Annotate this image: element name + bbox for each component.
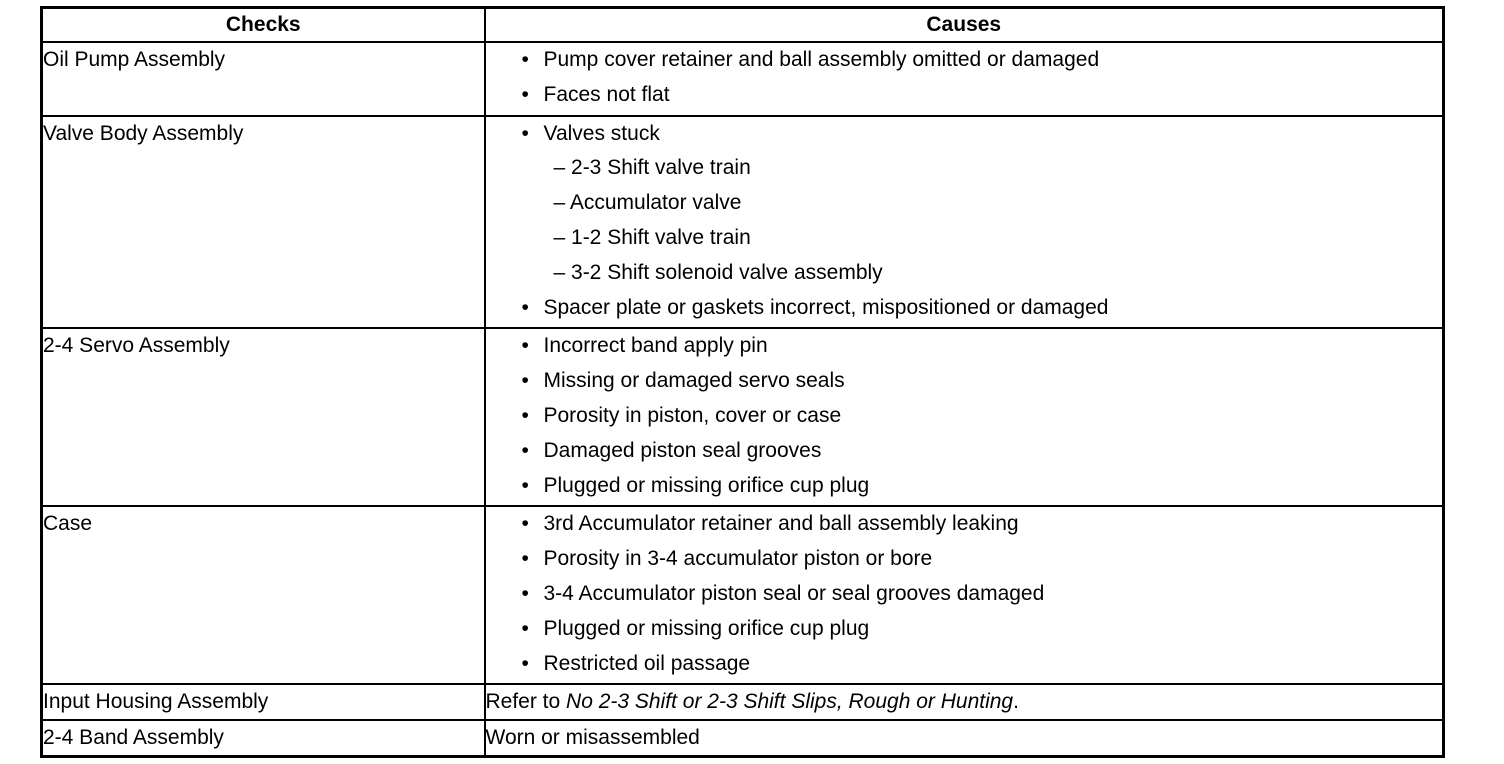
table-row — [42, 42, 1444, 116]
check-label: 2-4 Servo Assembly — [43, 334, 230, 358]
cause-text: Incorrect band apply pin — [543, 334, 768, 358]
causes-list — [486, 507, 1443, 683]
table-row-band — [42, 720, 1444, 757]
check-label: Case — [43, 512, 93, 536]
table-row — [42, 506, 1444, 684]
check-cell — [42, 116, 485, 329]
cause-reference: No 2-3 Shift or 2-3 Shift Slips, Rough or Hunting — [566, 690, 1014, 714]
header-checks: Checks — [42, 8, 485, 43]
cause-item — [486, 507, 1443, 542]
cause-text: Porosity in piston, cover or case — [543, 403, 842, 427]
cause-text: Faces not flat — [543, 82, 670, 106]
check-cell — [42, 720, 485, 757]
causes-cell — [485, 42, 1444, 116]
cause-prefix: Refer to — [485, 690, 567, 714]
header-causes: Causes — [485, 8, 1444, 43]
cause-text: Valves stuck — [543, 121, 660, 145]
cause-cell — [485, 720, 1444, 757]
table-body — [42, 42, 1444, 757]
cause-item — [486, 577, 1443, 612]
sub-cause-item — [486, 186, 1443, 221]
cause-item — [486, 469, 1443, 504]
sub-cause-item — [486, 256, 1443, 291]
cause-cell — [485, 684, 1444, 720]
cause-item — [486, 364, 1443, 399]
check-label: Valve Body Assembly — [43, 121, 244, 145]
check-label: 2-4 Band Assembly — [43, 726, 224, 750]
check-label: Input Housing Assembly — [43, 690, 269, 714]
causes-cell — [485, 116, 1444, 329]
cause-text: – 3-2 Shift solenoid valve assembly — [553, 260, 883, 284]
cause-item — [486, 43, 1443, 78]
header-row — [42, 8, 1444, 43]
cause-text: Missing or damaged servo seals — [543, 369, 845, 393]
cause-suffix: . — [1013, 690, 1019, 714]
cause-text: Worn or misassembled — [485, 726, 700, 750]
cause-item — [486, 329, 1443, 364]
check-cell — [42, 684, 485, 720]
cause-item — [486, 647, 1443, 682]
table-row — [42, 328, 1444, 506]
cause-text: 3rd Accumulator retainer and ball assembly leaking — [543, 512, 1019, 536]
cause-item — [486, 612, 1443, 647]
table-row-input-housing — [42, 684, 1444, 720]
cause-item — [486, 399, 1443, 434]
causes-cell — [485, 506, 1444, 684]
check-cell — [42, 506, 485, 684]
cause-item — [486, 434, 1443, 469]
table-row — [42, 116, 1444, 329]
cause-text: Restricted oil passage — [543, 651, 751, 675]
sub-cause-item — [486, 221, 1443, 256]
causes-list — [486, 43, 1443, 115]
checks-causes-table — [40, 6, 1445, 758]
causes-cell — [485, 328, 1444, 506]
causes-list — [486, 117, 1443, 328]
cause-text: 3-4 Accumulator piston seal or seal grooves damaged — [543, 581, 1045, 605]
sub-cause-item — [486, 151, 1443, 186]
cause-text: Spacer plate or gaskets incorrect, mispositioned or damaged — [543, 295, 1109, 319]
check-cell — [42, 328, 485, 506]
cause-text: Porosity in 3-4 accumulator piston or bore — [543, 547, 933, 571]
cause-text: Plugged or missing orifice cup plug — [543, 616, 870, 640]
cause-item — [486, 542, 1443, 577]
causes-list — [486, 329, 1443, 505]
cause-item — [486, 117, 1443, 152]
cause-text: Damaged piston seal grooves — [543, 438, 822, 462]
check-label: Oil Pump Assembly — [43, 48, 226, 71]
cause-text: Pump cover retainer and ball assembly omitted or damaged — [543, 48, 1100, 71]
check-cell — [42, 42, 485, 116]
cause-text: – 2-3 Shift valve train — [553, 156, 751, 180]
cause-text: Plugged or missing orifice cup plug — [543, 473, 870, 497]
cause-text: – 1-2 Shift valve train — [553, 225, 751, 249]
cause-item — [486, 291, 1443, 326]
cause-text: – Accumulator valve — [553, 191, 742, 215]
cause-item — [486, 78, 1443, 113]
